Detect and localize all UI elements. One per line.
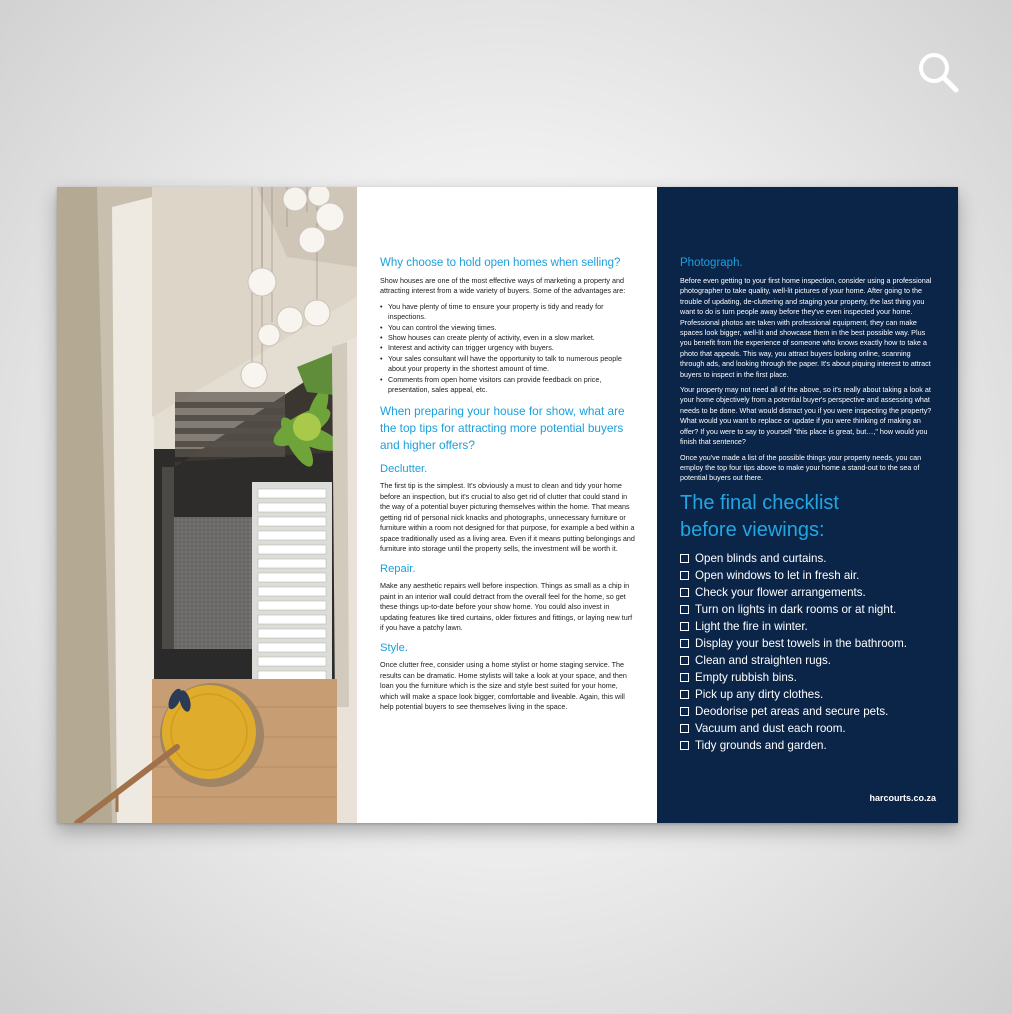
checklist-item-label: Light the fire in winter. <box>695 619 808 633</box>
checklist-item-label: Deodorise pet areas and secure pets. <box>695 704 889 718</box>
zoom-magnifier-icon[interactable] <box>914 48 962 96</box>
checklist-item <box>680 635 936 652</box>
checklist <box>680 550 936 754</box>
checklist-item-label: Pick up any dirty clothes. <box>695 687 824 701</box>
checkbox-icon <box>680 588 689 597</box>
checklist-title-line2: before viewings: <box>680 518 825 541</box>
brochure-spread <box>57 187 958 823</box>
why-body: Show houses are one of the most effective ways of marketing a property and attracting interest from a wide variety of buyers. Some of the advantages are: <box>380 276 626 296</box>
checklist-item <box>680 550 936 567</box>
checkbox-icon <box>680 639 689 648</box>
checklist-item <box>680 737 936 754</box>
checkbox-icon <box>680 724 689 733</box>
middle-panel <box>357 187 657 823</box>
checklist-item-label: Open blinds and curtains. <box>695 551 827 565</box>
checkbox-icon <box>680 690 689 699</box>
photograph-body-1: Before even getting to your first home inspection, consider using a professional photographer to take quality, well-lit pictures of your home. After going to the trouble of updating, de-cluttering and staging your property, the last thing you want to do is turn people away before they've even inspected your home. Professional photos are taken with professional equipment, they can make spaces look bigger, well-lit and showcase them in the best possible way. Plus you benefit from the experience of someone who knows exactly how to take a photo that appeals. This way, you attract buyers looking online, scanning through ads, and looking through the paper. It's about piquing interest to attract buyers to inspect in the first place. <box>680 276 932 379</box>
checkbox-icon <box>680 741 689 750</box>
declutter-body: The first tip is the simplest. It's obviously a must to clean and tidy your home before an inspection, but it's crucial to also get rid of clutter that could stand in the way of a potential buyer picturing themselves within the home. That means getting rid of personal nick knacks and photographs, unnecessary furniture or furniture within a room not designed for that purpose, for example a bed within a space traditionally used as a living area. Even if it means putting belongings and furniture into storage until the property sells, the investment will be worth it. <box>380 481 635 553</box>
style-heading: Style. <box>380 642 408 655</box>
checkbox-icon <box>680 707 689 716</box>
checklist-item-label: Tidy grounds and garden. <box>695 738 827 752</box>
photograph-body-2: Your property may not need all of the above, so it's really about taking a look at your home objectively from a potential buyer's perspective and assessing what needs to be done. What would distract you if you were inspecting the property? What would you want to replace or update if you were thinking of making an offer? If you were to say to yourself "this place is great, but…," how would you finish that sentence? <box>680 385 932 447</box>
checklist-title-line1: The final checklist <box>680 491 839 514</box>
checklist-item-label: Open windows to let in fresh air. <box>695 568 860 582</box>
prep-heading: When preparing your house for show, what are the top tips for attracting more potential buyers and higher offers? <box>380 404 625 453</box>
checklist-title <box>680 490 936 544</box>
checklist-item-label: Empty rubbish bins. <box>695 670 797 684</box>
advantage-item: • Show houses can create plenty of activity, even in a slow market. <box>380 333 635 343</box>
repair-body: Make any aesthetic repairs well before inspection. Things as small as a chip in paint in an interior wall could detract from the overall feel for the home, so get these things up-to-date before your show home. You could also invest in updating features like tired curtains, older fixtures and fittings, or laying new turf if you have a patchy lawn. <box>380 581 633 632</box>
website-link[interactable]: harcourts.co.za <box>869 793 936 803</box>
checklist-item <box>680 720 936 737</box>
right-panel <box>657 187 958 823</box>
advantage-item: • Interest and activity can trigger urgency with buyers. <box>380 343 635 353</box>
checkbox-icon <box>680 605 689 614</box>
repair-heading: Repair. <box>380 563 416 576</box>
checklist-item <box>680 584 936 601</box>
photograph-heading: Photograph. <box>680 257 743 269</box>
checklist-item <box>680 703 936 720</box>
checkbox-icon <box>680 554 689 563</box>
advantage-item: • You have plenty of time to ensure your property is tidy and ready for inspections. <box>380 302 635 323</box>
photograph-body-3: Once you've made a list of the possible things your property needs, you can employ the top four tips above to make your home a stand-out to the sea of potential buyers out there. <box>680 452 922 483</box>
advantage-item: • You can control the viewing times. <box>380 323 635 333</box>
checklist-item-label: Check your flower arrangements. <box>695 585 866 599</box>
style-body: Once clutter free, consider using a home stylist or home staging service. The results can be dramatic. Home stylists will take a look at your space, and then loan you the furniture which is the size and style best suited for your home, which will make a space look bigger, comfortable and liveable. Again, this will help potential buyers to see themselves living in the space. <box>380 660 627 711</box>
checkbox-icon <box>680 673 689 682</box>
why-heading: Why choose to hold open homes when selling? <box>380 257 621 269</box>
checkbox-icon <box>680 656 689 665</box>
checklist-item <box>680 686 936 703</box>
checklist-item <box>680 601 936 618</box>
checklist-item-label: Display your best towels in the bathroom. <box>695 636 908 650</box>
advantage-item: • Your sales consultant will have the opportunity to talk to numerous people about your property in the shortest amount of time. <box>380 354 635 375</box>
checklist-item-label: Vacuum and dust each room. <box>695 721 846 735</box>
declutter-heading: Declutter. <box>380 463 428 476</box>
checklist-item-label: Clean and straighten rugs. <box>695 653 831 667</box>
checkbox-icon <box>680 571 689 580</box>
checkbox-icon <box>680 622 689 631</box>
checklist-item <box>680 567 936 584</box>
checklist-item-label: Turn on lights in dark rooms or at night. <box>695 602 897 616</box>
advantage-item: • Comments from open home visitors can provide feedback on price, presentation, sales appeal, etc. <box>380 375 635 396</box>
advantages-list <box>380 302 635 396</box>
checklist-item <box>680 669 936 686</box>
interior-stairwell-photo <box>57 187 357 823</box>
checklist-item <box>680 652 936 669</box>
checklist-item <box>680 618 936 635</box>
